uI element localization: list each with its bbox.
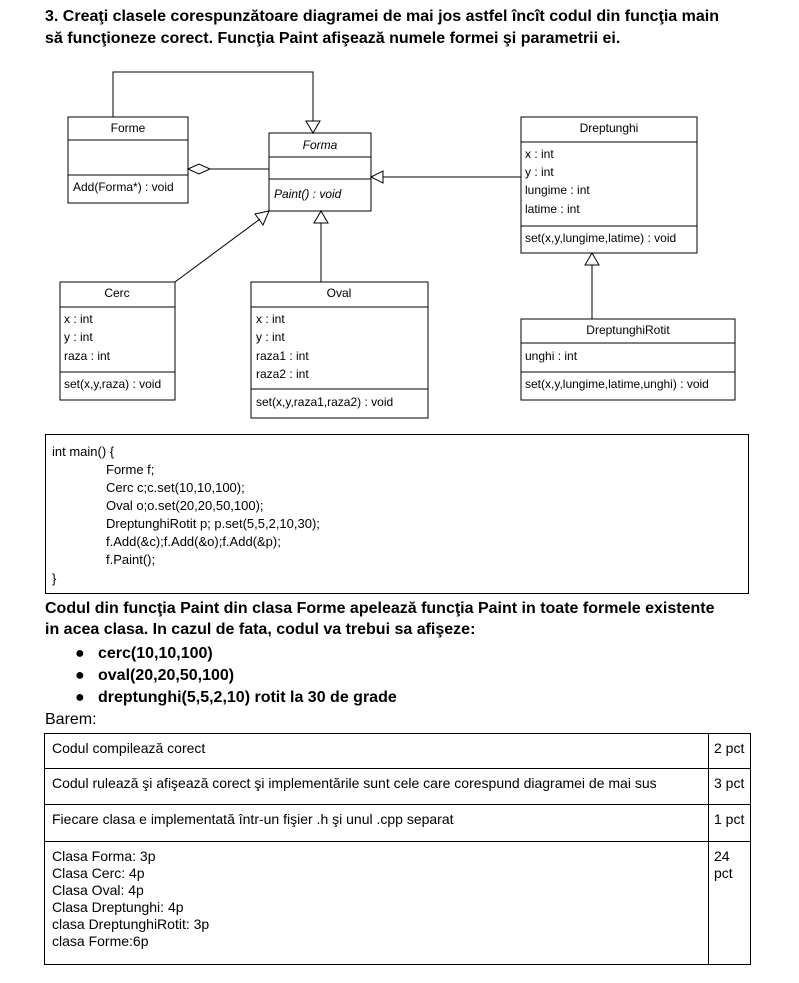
method-forme: Add(Forma*) : void	[73, 180, 174, 194]
barem-table	[44, 733, 751, 965]
attr-oval: y : int	[256, 330, 285, 344]
table-row	[45, 769, 751, 805]
table-row	[45, 734, 751, 769]
attr-dreptunghi: latime : int	[525, 202, 580, 216]
class-points-line: Clasa Oval: 4p	[52, 882, 144, 898]
class-name-cerc: Cerc	[104, 286, 130, 300]
class-points-line: Clasa Dreptunghi: 4p	[52, 899, 184, 915]
code-line: f.Add(&c);f.Add(&o);f.Add(&p);	[106, 534, 281, 549]
method-forma: Paint() : void	[274, 187, 342, 201]
inheritance-arrow-icon	[585, 253, 599, 265]
code-line: f.Paint();	[106, 552, 156, 567]
criterion-cell: Codul compilează corect	[45, 734, 709, 769]
class-points-line: Clasa Forma: 3p	[52, 848, 156, 864]
table-row	[45, 842, 751, 965]
code-line: Oval o;o.set(20,20,50,100);	[106, 498, 264, 513]
class-name-dreptunghi: Dreptunghi	[579, 121, 639, 135]
points-cell: 2 pct	[709, 734, 751, 769]
attr-dreptunghi: lungime : int	[525, 183, 590, 197]
points-unit: pct	[714, 865, 733, 881]
inheritance-arrow-icon	[371, 171, 383, 183]
uml-class-diagram	[0, 0, 799, 430]
method-dreptunghi-rotit: set(x,y,lungime,latime,unghi) : void	[525, 377, 709, 391]
criterion-cell: Codul rulează şi afişează corect şi implementările sunt cele care corespund diagramei de mai sus	[45, 769, 709, 805]
class-points-line: clasa DreptunghiRotit: 3p	[52, 916, 210, 932]
barem-label: Barem:	[45, 711, 97, 728]
method-cerc: set(x,y,raza) : void	[64, 377, 162, 391]
list-item-text: oval(20,20,50,100)	[98, 667, 235, 684]
code-line: int main() {	[52, 444, 115, 459]
attr-cerc: x : int	[64, 312, 93, 326]
class-name-forma: Forma	[302, 138, 338, 152]
inheritance-arrow-icon	[306, 121, 320, 133]
criterion-cell	[45, 842, 709, 965]
bullet-icon: ●	[75, 667, 85, 684]
method-dreptunghi: set(x,y,lungime,latime) : void	[525, 231, 677, 245]
table-row	[45, 805, 751, 842]
points-cell: 3 pct	[709, 769, 751, 805]
attr-dreptunghi-rotit: unghi : int	[525, 349, 578, 363]
inheritance-arrow-icon	[255, 211, 269, 225]
attr-dreptunghi: y : int	[525, 165, 554, 179]
list-item-text: cerc(10,10,100)	[98, 645, 213, 662]
inheritance-arrow-icon	[314, 211, 328, 223]
bullet-icon: ●	[75, 645, 85, 662]
attr-oval: raza1 : int	[256, 349, 309, 363]
code-line: Forme f;	[106, 462, 155, 477]
task-heading-line-1: 3. Creaţi clasele corespunzătoare diagramei de mai jos astfel încît codul din funcţia main	[45, 8, 719, 25]
description-line-1: Codul din funcţia Paint din clasa Forme apelează funcţia Paint in toate formele existente	[45, 600, 715, 617]
list-item-text: dreptunghi(5,5,2,10) rotit la 30 de grade	[98, 689, 397, 706]
task-heading-line-2: să funcţioneze corect. Funcţia Paint afişează numele formei şi parametrii ei.	[45, 30, 621, 47]
attr-oval: x : int	[256, 312, 285, 326]
class-name-dreptunghi-rotit: DreptunghiRotit	[586, 323, 670, 337]
code-block	[45, 434, 749, 594]
attr-dreptunghi: x : int	[525, 147, 554, 161]
generalization-cerc-forma	[175, 219, 260, 282]
class-name-oval: Oval	[326, 286, 352, 300]
criterion-cell: Fiecare clasa e implementată într-un fişier .h şi unul .cpp separat	[45, 805, 709, 842]
description	[45, 598, 755, 640]
generalization-forme-forma	[113, 72, 313, 121]
method-oval: set(x,y,raza1,raza2) : void	[256, 395, 394, 409]
class-points-line: Clasa Cerc: 4p	[52, 865, 145, 881]
attr-cerc: y : int	[64, 330, 93, 344]
aggregation-diamond-icon	[188, 164, 210, 174]
code-line: DreptunghiRotit p; p.set(5,5,2,10,30);	[106, 516, 320, 531]
code-line: }	[52, 571, 57, 586]
class-points-line: clasa Forme:6p	[52, 933, 149, 949]
points-cell: 1 pct	[709, 805, 751, 842]
description-line-2: in acea clasa. In cazul de fata, codul va trebui sa afişeze:	[45, 621, 476, 638]
bullet-icon: ●	[75, 689, 85, 706]
class-name-forme: Forme	[110, 121, 146, 135]
attr-oval: raza2 : int	[256, 367, 309, 381]
attr-cerc: raza : int	[64, 349, 111, 363]
points-value: 24	[714, 848, 730, 864]
points-cell	[709, 842, 751, 965]
code-line: Cerc c;c.set(10,10,100);	[106, 480, 245, 495]
